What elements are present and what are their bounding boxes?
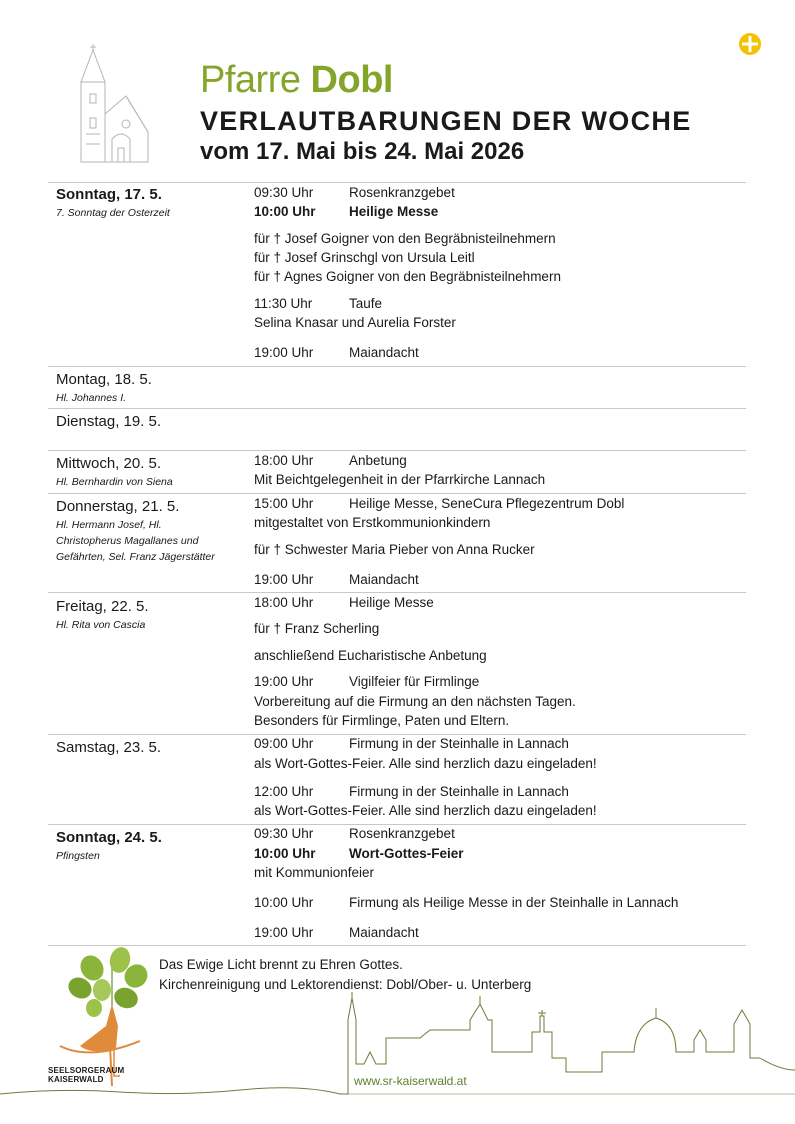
event-time: 18:00 Uhr (254, 595, 314, 610)
day-name: Sonntag, 24. 5. (56, 829, 162, 846)
cross-badge-icon (738, 32, 762, 56)
footer-note: Kirchenreinigung und Lektorendienst: Dobl/Ober- u. Unterberg (159, 977, 532, 992)
day-sunday-24 (56, 828, 246, 864)
event-time: 19:00 Uhr (254, 925, 314, 940)
event-title: Rosenkranzgebet (349, 826, 455, 841)
event-note: anschließend Eucharistische Anbetung (254, 648, 487, 663)
divider (48, 408, 746, 409)
logo-line: KAISERWALD (48, 1075, 104, 1084)
event-title: Heilige Messe (349, 204, 439, 219)
day-name: Freitag, 22. 5. (56, 598, 149, 615)
day-feast: Hl. Rita von Cascia (56, 619, 146, 631)
event-note: als Wort-Gottes-Feier. Alle sind herzlich dazu eingeladen! (254, 756, 597, 771)
intention-line: für † Josef Goigner von den Begräbnisteilnehmern (254, 231, 556, 246)
intention-line: für † Agnes Goigner von den Begräbnisteilnehmern (254, 269, 561, 284)
day-tuesday-19 (56, 412, 246, 432)
event-title: Firmung in der Steinhalle in Lannach (349, 784, 569, 799)
day-feast: Pfingsten (56, 850, 100, 862)
day-thursday-21 (56, 497, 246, 565)
event-title: Maiandacht (349, 345, 419, 360)
intention-line: für † Franz Scherling (254, 621, 380, 636)
divider (48, 493, 746, 494)
event-time: 18:00 Uhr (254, 453, 314, 468)
day-name: Mittwoch, 20. 5. (56, 455, 162, 472)
event-time: 19:00 Uhr (254, 572, 314, 587)
event-title: Rosenkranzgebet (349, 185, 455, 200)
event-title: Taufe (349, 296, 383, 311)
event-title: Firmung als Heilige Messe in der Steinhalle in Lannach (349, 895, 679, 910)
divider (48, 592, 746, 593)
event-note: mit Kommunionfeier (254, 865, 375, 880)
event-note: mitgestaltet von Erstkommunionkindern (254, 515, 491, 530)
day-monday-18 (56, 370, 246, 406)
event-title: Heilige Messe (349, 595, 434, 610)
day-saturday-23 (56, 738, 246, 758)
event-title: Wort-Gottes-Feier (349, 846, 464, 861)
day-feast: Hl. Johannes I. (56, 392, 127, 404)
page-header (200, 58, 692, 167)
divider (48, 366, 746, 367)
event-time: 09:00 Uhr (254, 736, 314, 751)
event-time: 11:30 Uhr (254, 296, 313, 311)
day-wednesday-20 (56, 454, 246, 490)
divider (48, 450, 746, 451)
event-title: Firmung in der Steinhalle in Lannach (349, 736, 569, 751)
parish-prefix: Pfarre (200, 59, 301, 101)
event-time: 10:00 Uhr (254, 204, 316, 219)
day-feast: Gefährten, Sel. Franz Jägerstätter (56, 551, 215, 563)
website-url: www.sr-kaiserwald.at (354, 1074, 467, 1088)
event-time: 09:30 Uhr (254, 826, 314, 841)
day-friday-22 (56, 597, 246, 633)
event-note: Vorbereitung auf die Firmung an den nächsten Tagen. (254, 694, 576, 709)
divider (48, 182, 746, 183)
day-name: Sonntag, 17. 5. (56, 186, 162, 203)
event-time: 19:00 Uhr (254, 674, 314, 689)
event-note: als Wort-Gottes-Feier. Alle sind herzlich dazu eingeladen! (254, 803, 597, 818)
logo-line: SEELSORGERAUM (48, 1066, 125, 1075)
event-time: 10:00 Uhr (254, 846, 316, 861)
event-note: Selina Knasar und Aurelia Forster (254, 315, 456, 330)
event-title: Maiandacht (349, 925, 419, 940)
intention-line: für † Schwester Maria Pieber von Anna Rucker (254, 542, 535, 557)
event-note: Besonders für Firmlinge, Paten und Eltern. (254, 713, 510, 728)
event-time: 12:00 Uhr (254, 784, 314, 799)
footer-note: Das Ewige Licht brennt zu Ehren Gottes. (159, 957, 403, 972)
page-title: VERLAUTBARUNGEN DER WOCHE (200, 106, 692, 136)
page-subtitle: vom 17. Mai bis 24. Mai 2026 (200, 138, 525, 165)
event-title: Heilige Messe, SeneCura Pflegezentrum Dobl (349, 496, 625, 511)
event-time: 09:30 Uhr (254, 185, 314, 200)
event-title: Vigilfeier für Firmlinge (349, 674, 480, 689)
day-name: Montag, 18. 5. (56, 371, 152, 388)
parish-title (200, 58, 692, 102)
event-note: Mit Beichtgelegenheit in der Pfarrkirche Lannach (254, 472, 546, 487)
day-feast: Hl. Bernhardin von Siena (56, 476, 173, 488)
intention-line: für † Josef Grinschgl von Ursula Leitl (254, 250, 475, 265)
event-time: 15:00 Uhr (254, 496, 314, 511)
event-time: 19:00 Uhr (254, 345, 314, 360)
day-feast: Christopherus Magallanes und (56, 535, 199, 547)
day-name: Dienstag, 19. 5. (56, 413, 162, 430)
parish-name: Dobl (310, 59, 393, 101)
day-name: Samstag, 23. 5. (56, 739, 162, 756)
day-feast: 7. Sonntag der Osterzeit (56, 207, 170, 219)
event-title: Anbetung (349, 453, 407, 468)
church-outline-icon (76, 44, 156, 166)
event-time: 10:00 Uhr (254, 895, 314, 910)
day-sunday-17 (56, 185, 246, 221)
day-feast: Hl. Hermann Josef, Hl. (56, 519, 162, 531)
event-title: Maiandacht (349, 572, 419, 587)
day-name: Donnerstag, 21. 5. (56, 498, 180, 515)
